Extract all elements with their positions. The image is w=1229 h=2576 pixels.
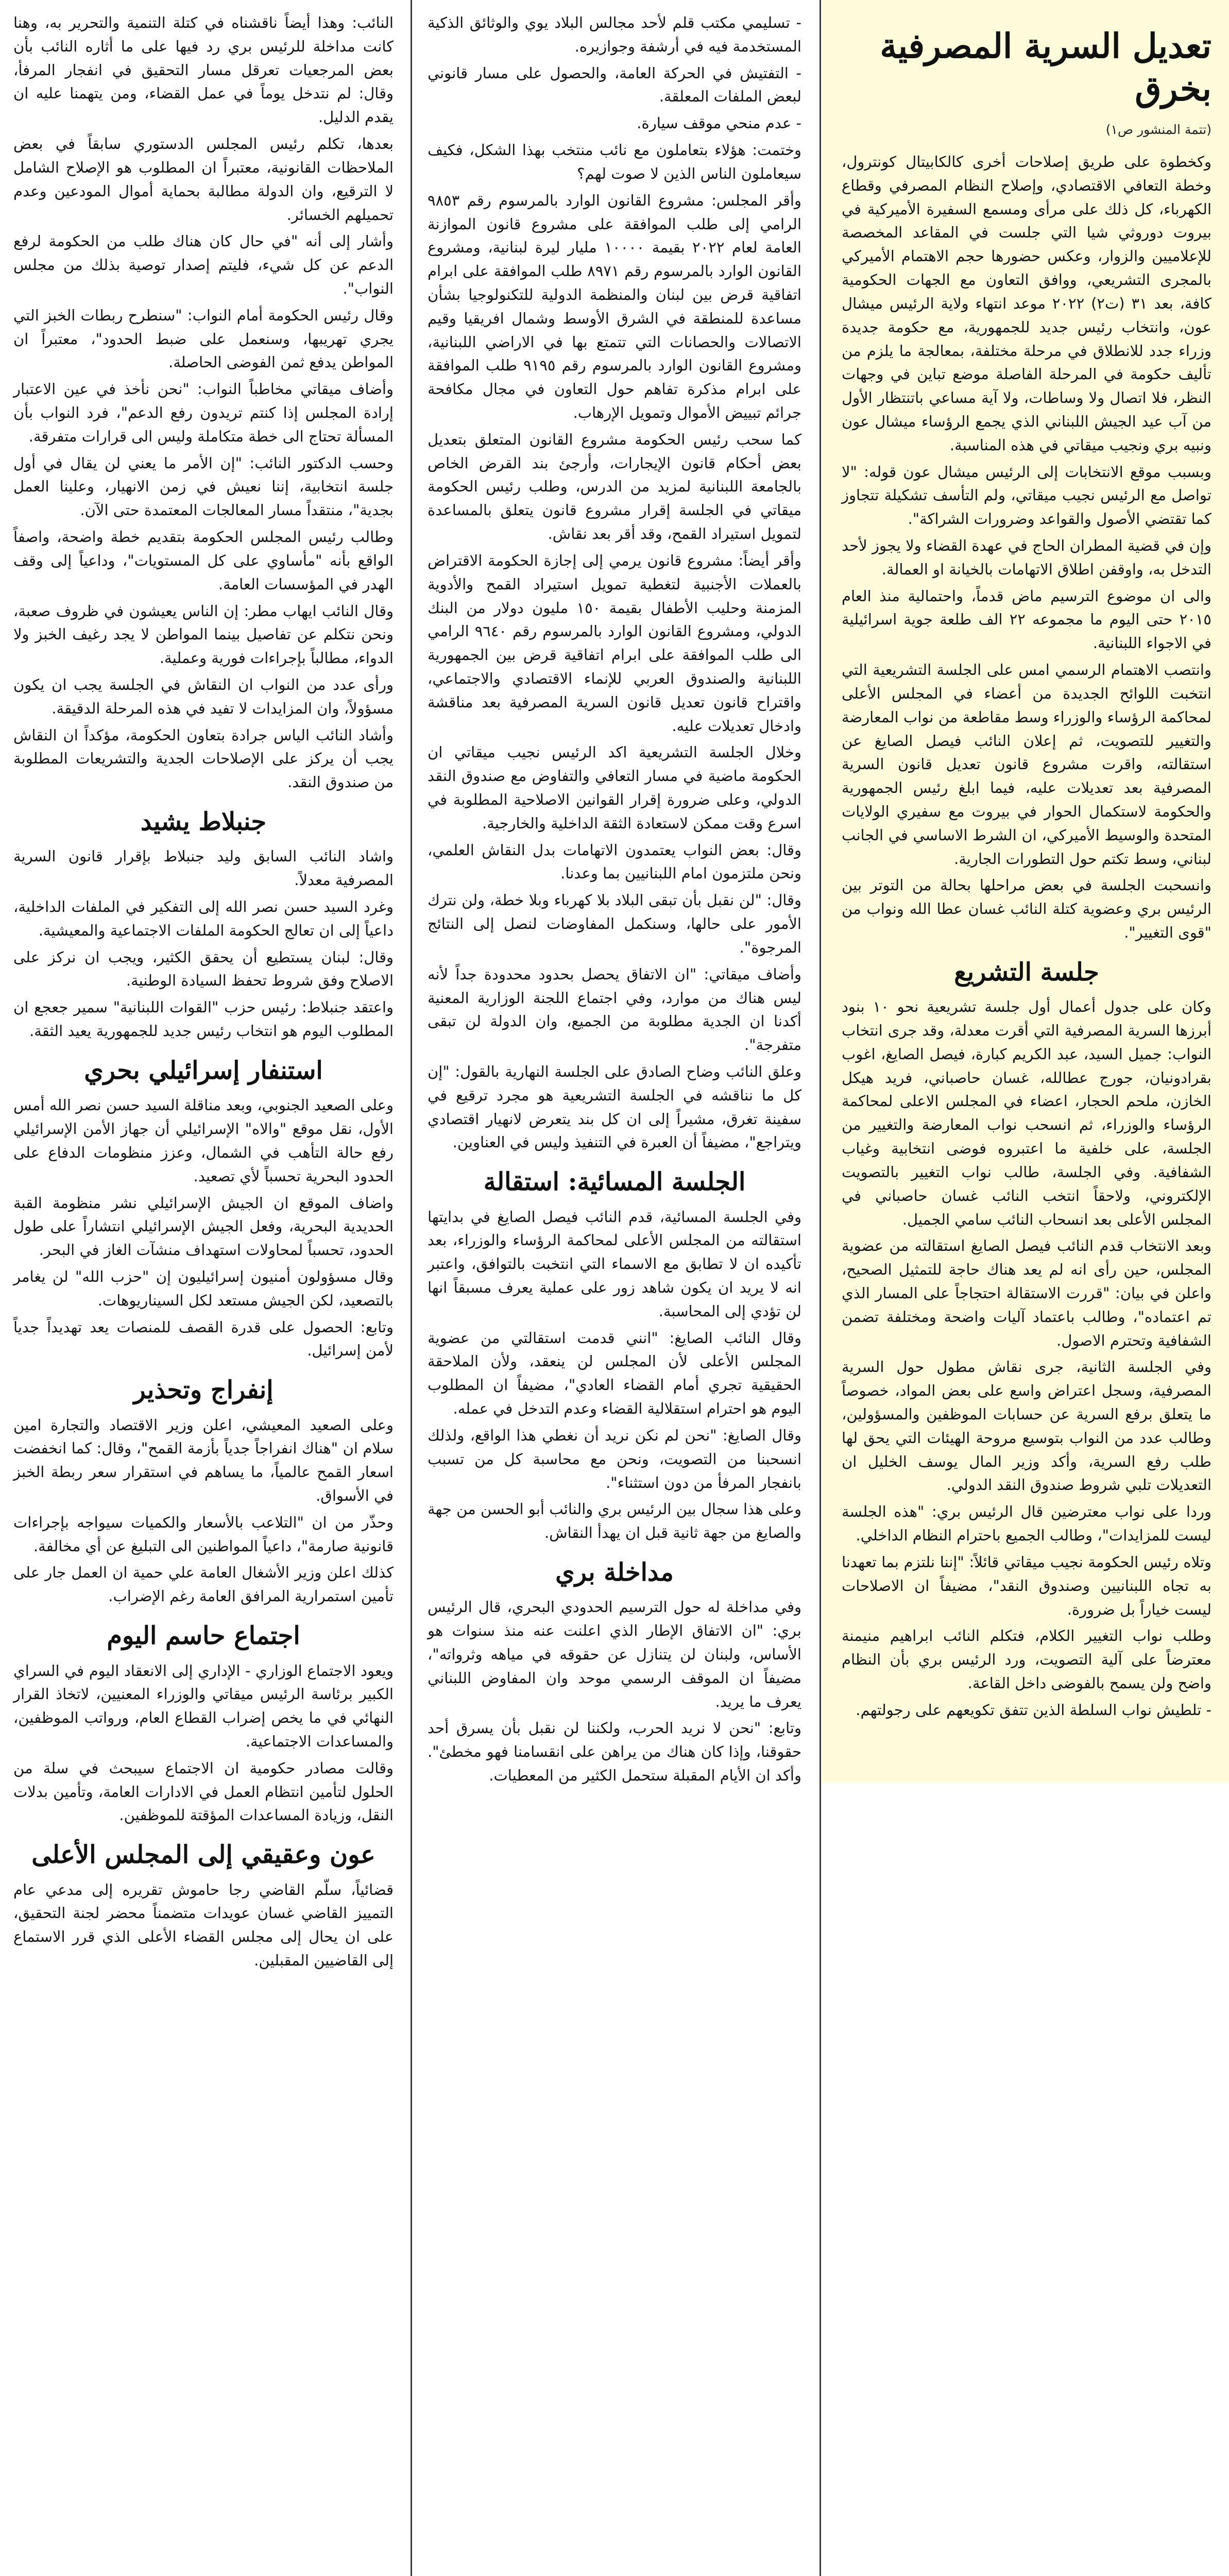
article-paragraph: وغرد السيد حسن نصر الله إلى التفكير في الملفات الداخلية، داعياً إلى ان تعالج الحكومة الملفات الاجتماعية والمعيشية. bbox=[13, 898, 394, 939]
article-paragraph: وقال النائب الصايغ: "انني قدمت استقالتي من عضوية المجلس الأعلى لأن المجلس لن ينعقد، ولأن الملاحقة الحقيقية تجري أمام القضاء العادي"، مضيفاً ان المطلوب اليوم هو احترام استقلالية القضاء وعدم التدخل في عمله. bbox=[428, 1329, 801, 1418]
article-paragraph: واعتقد جنبلاط: رئيس حزب "القوات اللبنانية" سمير جعجع ان المطلوب اليوم هو انتخاب رئيس جديد للجمهورية يعيد الثقة. bbox=[13, 998, 394, 1040]
article-paragraph: وعلى الصعيد المعيشي، اعلن وزير الاقتصاد والتجارة امين سلام ان "هناك انفراجاً جدياً بأزمة القمح"، وقال: كما انخفضت اسعار القمح عالمياً، ما يساهم في استقرار سعر ربطة الخبز في الأسواق. bbox=[13, 1416, 394, 1505]
article-paragraph: وبعد الانتخاب قدم النائب فيصل الصايغ استقالته من عضوية المجلس، حين رأى انه لم يعد هناك حاجة للتمثيل الصحيح، واعلن في بيان: "قررت الاستقالة احتجاجاً على المسار الذي تم اعتماده"، وطالب باعتماد آليات واضحة ومختلفة تضمن الشفافية وتحترم الاصول. bbox=[842, 1237, 1211, 1349]
article-paragraph: - تلطيش نواب السلطة الذين تتفق تكويعهم على رجولتهم. bbox=[856, 1701, 1211, 1719]
article-paragraph: ويعود الاجتماع الوزاري - الإداري إلى الانعقاد اليوم في السراي الكبير برئاسة الرئيس ميقاتي والوزراء المعنيين، لاتخاذ القرار النهائي في ما يخص إضراب القطاع العام، ورواتب الموظفين، والمساعدات الاجتماعية. bbox=[13, 1662, 394, 1750]
article-column-2 bbox=[414, 0, 817, 2576]
article-paragraph: واضاف الموقع ان الجيش الإسرائيلي نشر منظومة القبة الحديدية البحرية، وفعل الجيش الإسرائيلي انتشاراً على طول الحدود، تحسباً لمحاولات استهداف منشآت الغاز في البحر. bbox=[13, 1194, 394, 1259]
article-paragraph: واشاد النائب السابق وليد جنبلاط بإقرار قانون السرية المصرفية معدلاً. bbox=[13, 848, 394, 889]
article-paragraph: وطالب رئيس المجلس الحكومة بتقديم خطة واضحة، واصفاً الواقع بأنه "مأساوي على كل المستويات"، وداعياً إلى وقف الهدر في المؤسسات العامة. bbox=[13, 528, 394, 593]
article-paragraph: وتابع: الحصول على قدرة القصف للمنصات يعد تهديداً جدياً لأمن إسرائيل. bbox=[13, 1318, 394, 1360]
article-paragraph: وقال رئيس الحكومة أمام النواب: "سنطرح ربطات الخبز التي يجري تهريبها، وسنعمل على ضبط الحدود"، معتبراً ان المواطن يدفع ثمن الفوضى الحاصلة. bbox=[13, 306, 394, 371]
article-paragraph: وختمت: هؤلاء بتعاملون مع نائب منتخب بهذا الشكل، فكيف سيعاملون الناس الذين لا صوت لهم؟ bbox=[428, 141, 801, 182]
article-paragraph: وانتصب الاهتمام الرسمي امس على الجلسة التشريعية التي انتخبت اللوائح الجديدة من أعضاء في المجلس الأعلى لمحاكمة الرؤساء والوزراء وسط مقاطعة من نواب المعارضة والتغيير للتصويت، ثم إعلان النائب فيصل الصايغ عن استقالته، واقرت مشروع قانون تعديل قانون السرية المصرفية بعد تعديلات عليه، فيما ابلغ رئيس الجمهورية والحكومة لاستكمال الحوار في بيروت مع سفيري الولايات المتحدة والوسيط الأميركي، ان الشرط الاساسي في الجانب لبناني، وسط تكتم حول التطورات الجارية. bbox=[842, 661, 1211, 868]
article-paragraph: وطلب نواب التغيير الكلام، فتكلم النائب ابراهيم منيمنة معترضاً على آلية التصويت، ورد الرئيس بري بأن النظام واضح ولن يسمح بالفوضى داخل القاعة. bbox=[842, 1627, 1211, 1692]
article-paragraph: النائب: وهذا أيضاً ناقشناه في كتلة التنمية والتحرير به، وهنا كانت مداخلة للرئيس بري رد فيها على ما أثاره النائب بأن بعض المرجعيات تعرقل مسار التحقيق في انفجار المرفأ، وقال: لم نتدخل يوماً في عمل القضاء، ومن يتهمنا عليه ان يقدم الدليل. bbox=[13, 14, 394, 126]
article-column-1 bbox=[822, 0, 1229, 1783]
column-1-body bbox=[842, 150, 1211, 1722]
article-paragraph: وفي مداخلة له حول الترسيم الحدودي البحري، قال الرئيس بري: "ان الاتفاق الإطار الذي اعلنت عنه منذ سنوات هو الأساس، ولبنان لن يتنازل عن حقوقه في مياهه وثرواته"، مضيفاً ان الموقف الرسمي موحد وان المفاوض اللبناني يعرف ما يريد. bbox=[428, 1598, 801, 1710]
section-subheading: استنفار إسرائيلي بحري bbox=[84, 1056, 323, 1085]
article-paragraph: بعدها، تكلم رئيس المجلس الدستوري سابقاً في بعض الملاحظات القانونية، معتبراً ان المطلوب هو الإصلاح الشامل لا الترقيع، وان الدولة مطالبة بحماية أموال المودعين وعدم تحميلهم الخسائر. bbox=[13, 135, 394, 224]
article-column-3 bbox=[0, 0, 409, 2576]
article-paragraph: قضائياً، سلّم القاضي رجا حاموش تقريره إلى مدعي عام التمييز القاضي غسان عويدات متضمناً محضر لجنة التحقيق، على ان يحال إلى مجلس القضاء الأعلى الذي قرر الاستماع إلى القاضيين المقبلين. bbox=[13, 1880, 394, 1970]
article-paragraph: وتابع: "نحن لا نريد الحرب، ولكننا لن نقبل بأن يسرق أحد حقوقنا، وإذا كان هناك من يراهن على انقسامنا فهو مخطئ". وأكد ان الأيام المقبلة ستحمل الكثير من المعطيات. bbox=[428, 1719, 801, 1785]
article-paragraph: وإن في قضية المطران الحاج في عهدة القضاء ولا يجوز لأحد التدخل به، واوقفن اطلاق الاتهامات بالخيانة او العمالة. bbox=[842, 537, 1211, 578]
article-paragraph: - تسليمي مكتب قلم لأحد مجالس البلاد يوي والوثائق الذكية المستخدمة فيه في أرشفة وجوازيره. bbox=[428, 14, 801, 55]
article-paragraph: ورأى عدد من النواب ان النقاش في الجلسة يجب ان يكون مسؤولاً، وان المزايدات لا تفيد في هذه المرحلة الدقيقة. bbox=[13, 675, 394, 717]
publication-note: (تتمة المنشور ص١) bbox=[1105, 122, 1211, 137]
article-paragraph: وقال النائب ايهاب مطر: إن الناس يعيشون في ظروف صعبة، ونحن نتكلم عن تفاصيل بينما المواطن لا يجد رغيف الخبز ولا الدواء، مطالباً بإجراءات فورية وعملية. bbox=[13, 602, 394, 667]
article-paragraph: وأشار إلى أنه "في حال كان هناك طلب من الحكومة لرفع الدعم عن كل شيء، فليتم إصدار توصية بذلك من مجلس النواب". bbox=[13, 232, 394, 297]
section-subheading: إنفراج وتحذير bbox=[133, 1376, 274, 1405]
article-headline: تعديل السرية المصرفية بخرق bbox=[880, 26, 1211, 109]
column-divider bbox=[820, 0, 821, 2576]
article-paragraph: - عدم منحي موقف سيارة. bbox=[637, 114, 801, 132]
section-subheading: جنبلاط يشيد bbox=[140, 807, 267, 836]
section-subheading: اجتماع حاسم اليوم bbox=[107, 1621, 300, 1651]
article-paragraph: كما سحب رئيس الحكومة مشروع القانون المتعلق بتعديل بعض أحكام قانون الإيجارات، وأرجئ بند القرض الخاص بالجامعة اللبنانية لمزيد من الدرس، وطلب رئيس الحكومة ميقاتي في الجلسة إقرار مشروع قانون يتعلق بالمساعدة لتمويل استيراد القمح، وقد أقر بعد نقاش. bbox=[428, 430, 801, 543]
article-paragraph: وعلق النائب وضاح الصادق على الجلسة النهارية بالقول: "إن كل ما نناقشه في الجلسة التشريعية هو مجرد ترقيع في سفينة تغرق، مشيراً إلى ان كل بند يتعرض لانهيار اقتصادي ويتراجع"، مضيفاً أن العبرة في التنفيذ وليس في العناوين. bbox=[428, 1062, 801, 1151]
article-paragraph: وفي الجلسة الثانية، جرى نقاش مطول حول السرية المصرفية، وسجل اعتراض واسع على بعض المواد، خصوصاً ما يتعلق برفع السرية عن حسابات الموظفين والمسؤولين، وطالب عدد من النواب بتوسيع مروحة الهيئات التي يحق لها طلب رفع السرية، وأكد وزير المال يوسف الخليل ان التعديلات تلبي شروط صندوق النقد الدولي. bbox=[842, 1358, 1211, 1494]
article-paragraph: وتلاه رئيس الحكومة نجيب ميقاتي قائلاً: "إننا نلتزم بما تعهدنا به تجاه اللبنانيين وصندوق النقد"، مضيفاً ان الاصلاحات ليست خياراً بل ضرورة. bbox=[842, 1553, 1211, 1618]
section-subheading: مداخلة بري bbox=[555, 1557, 674, 1587]
section-subheading: الجلسة المسائية: استقالة bbox=[483, 1167, 746, 1197]
article-paragraph: وانسحبت الجلسة في بعض مراحلها بحالة من التوتر بين الرئيس بري وعضوية كتلة النائب غسان عطا الله ونواب من "قوى التغيير". bbox=[842, 876, 1211, 941]
article-paragraph: وعلى هذا سجال بين الرئيس بري والنائب أبو الحسن من جهة والصايغ من جهة ثانية قبل ان يهدأ النقاش. bbox=[428, 1500, 801, 1542]
article-paragraph: وأقر المجلس: مشروع القانون الوارد بالمرسوم رقم ٩٨٥٣ الرامي إلى طلب الموافقة على مشروع قانون الموازنة العامة لعام ٢٠٢٢ بقيمة ١٠٠٠٠ مليار ليرة لبنانية، ومشروع القانون الوارد بالمرسوم رقم ٨٩٧١ طلب الموافقة على ابرام اتفاقية قرض بين لبنان والمنظمة الدولية للتكنولوجيا بشأن مساعدة للمنطقة في الشرق الأوسط وشمال افريقيا وقيم الاتصالات والحصانات التي تتمتع بها في الاراضي اللبنانية، ومشروع القانون الوارد بالمرسوم رقم ٩١٩٥ طلب الموافقة على ابرام مذكرة تفاهم حول التعاون في مجال مكافحة جرائم تبييض الأموال وتمويل الإرهاب. bbox=[428, 191, 802, 421]
article-paragraph: وقال مسؤولون أمنيون إسرائيليون إن "حزب الله" لن يغامر بالتصعيد، لكن الجيش مستعد لكل السيناريوهات. bbox=[13, 1267, 394, 1309]
article-paragraph: وأشاد النائب الياس جرادة بتعاون الحكومة، مؤكداً ان النقاش يجب أن يركز على الإصلاحات الجدية والتشريعات المطلوبة من صندوق النقد. bbox=[13, 726, 394, 791]
article-paragraph: وكخطوة على طريق إصلاحات أخرى كالكابيتال كونترول، وخطة التعافي الاقتصادي، وإصلاح النظام المصرفي وقطاع الكهرباء، كل ذلك على مرأى ومسمع السفيرة الأميركية في بيروت دوروثي شيا التي جلست في المقاعد المخصصة للإعلاميين والزوار، وعكس حضورها حجم الاهتمام الأميركي بالمجرى التشريعي، ووافق التعاون مع الجهات الحكومية كافة، بعد ٣١ (ت٢) ٢٠٢٢ موعد انتهاء ولاية الرئيس ميشال عون، وانتخاب رئيس جديد للجمهورية، مع حكومة جديدة وزراء جدد للانطلاق في مرحلة مختلفة، بمعالجة ما يلزم من تأليف حكومة في المرحلة الفاصلة موضع تباين في وجهات النظر، فلا اتصال ولا وساطات، ولا آية مساعي باتنتظار الأول من آب عيد الجيش اللبناني الذي يجمع الرؤساء ميشال عون ونبيه بري ونجيب ميقاتي في هذه المناسبة. bbox=[842, 153, 1211, 454]
article-paragraph: وأضاف ميقاتي: "ان الاتفاق يحصل بحدود محدودة جداً لأنه ليس هناك من موارد، وفي اجتماع اللجنة الوزارية المعنية أكدنا ان الجدية مطلوبة من الجميع، وان الدولة لن تبقى متفرجة". bbox=[428, 965, 801, 1054]
column-3-body bbox=[13, 11, 394, 1973]
section-subheading: جلسة التشريع bbox=[954, 957, 1099, 987]
article-paragraph: - التفتيش في الحركة العامة، والحصول على مسار قانوني لبعض الملفات المعلقة. bbox=[428, 64, 801, 106]
article-paragraph: وخلال الجلسة التشريعية اكد الرئيس نجيب ميقاتي ان الحكومة ماضية في مسار التعافي والتفاوض مع صندوق النقد الدولي، وعلى ضرورة إقرار القوانين الاصلاحية المطلوبة في اسرع وقت ممكن لاستعادة الثقة الداخلية والخارجية. bbox=[428, 743, 801, 832]
section-subheading: عون وعقيقي إلى المجلس الأعلى bbox=[31, 1840, 375, 1870]
article-paragraph: وقال: لبنان يستطيع أن يحقق الكثير، ويجب ان نركز على الاصلاح وفق شروط تحفظ السيادة الوطنية. bbox=[13, 948, 394, 990]
article-paragraph: وحسب الدكتور النائب: "إن الأمر ما يعني لن يقال في أول جلسة انتخابية، إننا نعيش في زمن الانهيار، وعلينا العمل بجدية"، منتقداً مسار المعالجات المعتمدة حتى الآن. bbox=[13, 454, 394, 519]
article-paragraph: وفي الجلسة المسائية، قدم النائب فيصل الصايغ في بدايتها استقالته من المجلس الأعلى لمحاكمة الرؤساء والوزراء، بعد تأكيده ان لا تطابق مع الاسماء التي انتخبت بالتوافق، واعتبر انه لا يريد ان يكون شاهد زور على عملية يعرف مسبقاً انها لن تؤدي إلى المحاسبة. bbox=[428, 1208, 801, 1320]
column-2-body bbox=[428, 11, 801, 1788]
article-paragraph: وأضاف ميقاتي مخاطباً النواب: "نحن نأخذ في عين الاعتبار إرادة المجلس إذا كنتم تريدون رفع الدعم"، فرد النواب بأن المسألة تحتاج الى خطة متكاملة وليس الى قرارات متفرقة. bbox=[13, 380, 394, 445]
article-paragraph: وقال: "لن نقبل بأن تبقى البلاد بلا كهرباء وبلا خطة، ولن نترك الأمور على حالها، وسنكمل المفاوضات لنصل إلى النتائج المرجوة". bbox=[428, 891, 801, 956]
article-paragraph: وكان على جدول أعمال أول جلسة تشريعية نحو ١٠ بنود أبرزها السرية المصرفية التي أقرت معدلة، وقد جرى انتخاب النواب: جميل السيد، عبد الكريم كبارة، فيصل الصايغ، اغوب بقرادونيان، جورج عطالله، غسان حاصباني، فريد هيكل الخازن، ملحم الحجار، اعضاء في المجلس الاعلى لمحاكمة الرؤساء والوزراء، ثم انسحب نواب المعارضة والتغيير من الجلسة، على خلفية ما اعتبروه فوضى انتخابية وغياب الشفافية. وفي الجلسة، طالب نواب التغيير بالتصويت الإلكتروني، ولاحقاً انتخب النائب غسان حاصباني في المجلس الأعلى بعد انسحاب النائب سامي الجميل. bbox=[842, 998, 1211, 1228]
article-paragraph: وبسبب موقع الانتخابات إلى الرئيس ميشال عون قوله: "لا تواصل مع الرئيس نجيب ميقاتي، ولم التأسف تشكيلة تتجاوز كما تقتضي الأصول والقواعد وضرورات الشراكة". bbox=[842, 463, 1211, 528]
article-paragraph: كذلك اعلن وزير الأشغال العامة علي حمية ان العمل جار على تأمين استمرارية المرافق العامة رغم الإضراب. bbox=[13, 1564, 394, 1605]
column-divider bbox=[411, 0, 412, 2576]
article-paragraph: وأقر أيضاً: مشروع قانون يرمي إلى إجازة الحكومة الاقتراض بالعملات الأجنبية لتغطية تمويل استيراد القمح والأدوية المزمنة وحليب الأطفال بقيمة ١٥٠ مليون دولار من البنك الدولي، ومشروع القانون الوارد بالمرسوم رقم ٩٦٤٠ الرامي الى طلب الموافقة على ابرام اتفاقية قرض بين الجمهورية اللبنانية والصندوق العربي للإنماء الاقتصادي والاجتماعي، واقتراح قانون تعديل قانون السرية المصرفية بعد مناقشة وادخال تعديلات عليه. bbox=[428, 551, 801, 735]
article-paragraph: وقال الصايغ: "نحن لم نكن نريد أن نغطي هذا الواقع، ولذلك انسحبنا من التصويت، ونحن مع محاسبة كل من تسبب بانفجار المرفأ من دون استثناء". bbox=[428, 1426, 801, 1492]
article-paragraph: والى ان موضوع الترسيم ماض قدماً، واحتمالية منذ العام ٢٠١٥ حتى اليوم ما مجموعه ٢٢ الف طلعة جوية اسرائيلية في الاجواء اللبنانية. bbox=[842, 587, 1211, 652]
article-paragraph: وردا على نواب معترضين قال الرئيس بري: "هذه الجلسة ليست للمزايدات"، وطالب الجميع باحترام النظام الداخلي. bbox=[842, 1503, 1211, 1545]
article-paragraph: وقال: بعض النواب يعتمدون الاتهامات بدل النقاش العلمي، ونحن ملتزمون امام اللبنانيين بما وعدنا. bbox=[428, 841, 801, 883]
article-paragraph: وعلى الصعيد الجنوبي، وبعد مناقلة السيد حسن نصر الله أمس الأول، نقل موقع "والاه" الإسرائيلي أن جهاز الأمن الإسرائيلي رفع حالة التأهب في الشمال، وعزز منظومات الدفاع على الحدود البحرية تحسباً لأي تصعيد. bbox=[13, 1096, 394, 1185]
article-paragraph: وقالت مصادر حكومية ان الاجتماع سيبحث في سلة من الحلول لتأمين انتظام العمل في الادارات العامة، وتأمين بدلات النقل، وزيادة المساعدات المؤقتة للموظفين. bbox=[13, 1759, 394, 1824]
article-paragraph: وحذّر من ان "التلاعب بالأسعار والكميات سيواجه بإجراءات قانونية صارمة"، داعياً المواطنين الى التبليغ عن أي مخالفة. bbox=[13, 1513, 394, 1555]
